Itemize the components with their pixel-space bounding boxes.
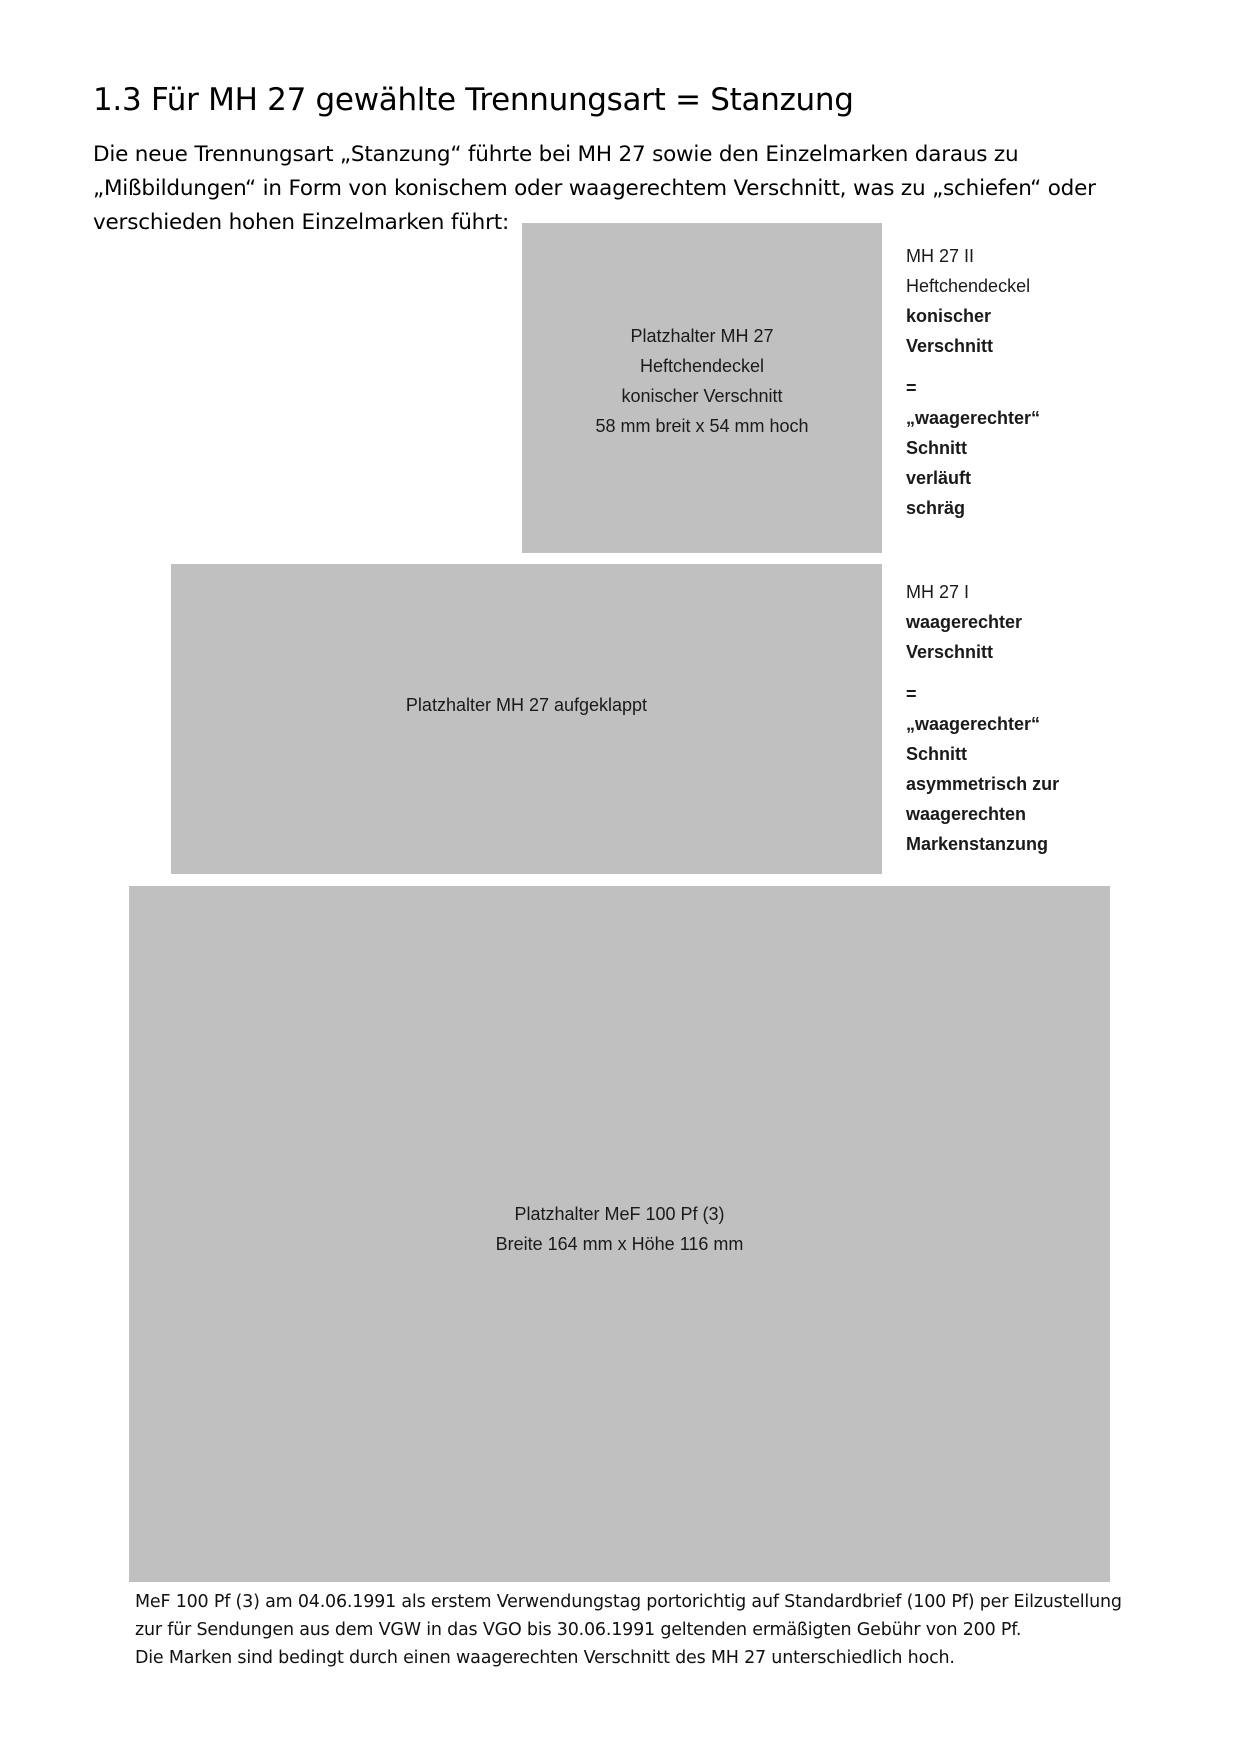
placeholder-line: Platzhalter MH 27 <box>630 325 774 346</box>
side-note-explanation-line: waagerechten <box>906 804 1027 824</box>
placeholder-line: Breite 164 mm x Höhe 116 mm <box>495 1234 744 1254</box>
figure-caption <box>135 1588 1135 1672</box>
side-note-bold-line: konischer <box>906 306 992 326</box>
side-note-mh27-ii <box>906 241 1136 523</box>
side-note-explanation-line: Schnitt <box>906 438 967 458</box>
side-note-equals: = <box>906 684 917 704</box>
side-note-explanation-line: Markenstanzung <box>906 834 1049 854</box>
placeholder-text <box>595 321 808 441</box>
image-placeholder-heftchendeckel <box>522 223 882 553</box>
side-note-title: MH 27 II <box>906 246 975 266</box>
side-note-bold-line: Verschnitt <box>906 336 994 356</box>
caption-line: MeF 100 Pf (3) am 04.06.1991 als erstem Verwendungstag portorichtig auf Standardbrief (100 Pf) per Eilzustellung <box>135 1592 1122 1612</box>
side-note-equals: = <box>906 378 917 398</box>
side-note-bold-line: waagerechter <box>906 612 1023 632</box>
section-heading: 1.3 Für MH 27 gewählte Trennungsart = Stanzung <box>93 82 854 118</box>
side-note-subtitle: Heftchendeckel <box>906 276 1031 296</box>
side-note-explanation-line: „waagerechter“ <box>906 408 1041 428</box>
side-note-title: MH 27 I <box>906 582 970 602</box>
side-note-explanation-line: verläuft <box>906 468 972 488</box>
placeholder-line: Heftchendeckel <box>639 355 765 376</box>
side-note-explanation-line: asymmetrisch zur <box>906 774 1060 794</box>
placeholder-line: Platzhalter MH 27 aufgeklappt <box>405 695 648 715</box>
placeholder-text <box>406 690 647 720</box>
intro-paragraph: Die neue Trennungsart „Stanzung“ führte bei MH 27 sowie den Einzelmarken daraus zu „Mißbildungen“ in Form von konischem oder waagerechtem Verschnitt, was zu „schiefen“ oder verschieden hohen Einzelmarken führt: <box>93 142 1096 235</box>
placeholder-line: Platzhalter MeF 100 Pf (3) <box>514 1204 725 1224</box>
side-note-explanation-line: schräg <box>906 498 966 518</box>
image-placeholder-mef <box>129 886 1110 1582</box>
placeholder-line: konischer Verschnitt <box>621 385 783 406</box>
side-note-explanation-line: Schnitt <box>906 744 967 764</box>
side-note-explanation-line: „waagerechter“ <box>906 714 1041 734</box>
placeholder-line: 58 mm breit x 54 mm hoch <box>595 415 809 436</box>
side-note-bold-line: Verschnitt <box>906 642 994 662</box>
image-placeholder-aufgeklappt <box>171 564 882 874</box>
caption-line: zur für Sendungen aus dem VGW in das VGO bis 30.06.1991 geltenden ermäßigten Gebühr von 200 Pf. <box>135 1620 1022 1640</box>
placeholder-text <box>496 1199 744 1259</box>
side-note-mh27-i <box>906 577 1136 859</box>
caption-line: Die Marken sind bedingt durch einen waagerechten Verschnitt des MH 27 unterschiedlich hoch. <box>135 1648 955 1668</box>
